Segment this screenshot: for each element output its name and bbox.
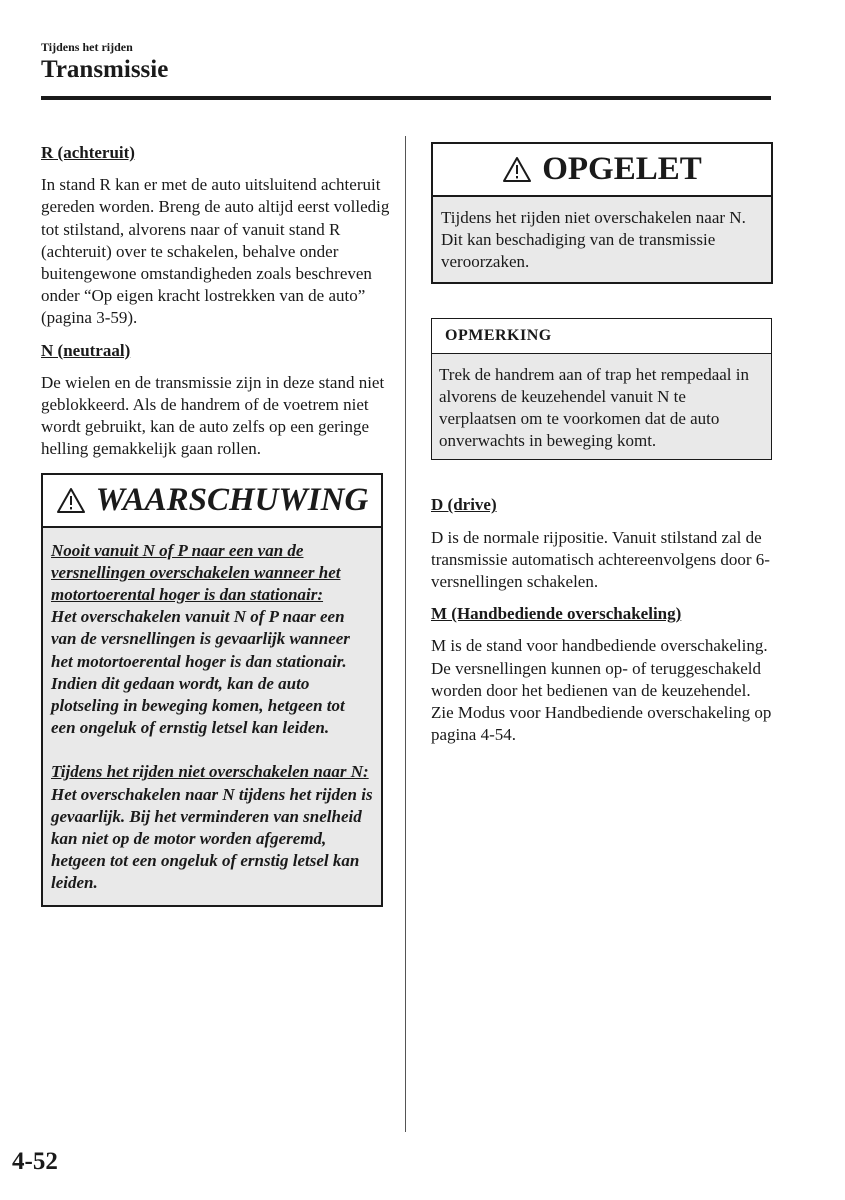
- warning-body: [43, 528, 381, 905]
- right-column: [431, 142, 776, 746]
- left-column: [41, 142, 391, 907]
- neutral-text: De wielen en de transmissie zijn in deze stand niet geblokkeerd. Als de handrem of de voetrem niet wordt gebruikt, kan de auto zelfs op een geringe helling gemakkelijk gaan rollen.: [41, 372, 385, 459]
- warning-item: [51, 540, 373, 740]
- drive-heading: D (drive): [431, 495, 497, 515]
- warning-header: [43, 475, 381, 528]
- warning-item: [51, 761, 373, 894]
- title-rule: [41, 96, 771, 100]
- reverse-heading: R (achteruit): [41, 143, 135, 162]
- page-number: 4-52: [12, 1148, 58, 1175]
- warning-triangle-icon: [56, 487, 86, 514]
- section-label: Tijdens het rijden: [41, 40, 133, 54]
- caution-title: OPGELET: [542, 151, 702, 188]
- neutral-heading: N (neutraal): [41, 340, 131, 360]
- note-text: Trek de handrem aan of trap het rempedaal in alvorens de keuzehendel vanuit N te verplaatsen om te voorkomen dat de auto onverwachts in beweging komt.: [432, 354, 771, 460]
- warning-title: WAARSCHUWING: [95, 482, 369, 519]
- note-title: OPMERKING: [432, 319, 771, 354]
- warning-item-text: Het overschakelen naar N tijdens het rijden is gevaarlijk. Bij het verminderen van snelheid kan niet op de motor worden afgeremd, hetgeen tot een ongeluk of ernstig letsel kan leiden.: [51, 784, 373, 893]
- note-box: [431, 318, 772, 461]
- column-divider: [405, 136, 406, 1132]
- manual-text: M is de stand voor handbediende overschakeling. De versnellingen kunnen op- of teruggeschakeld worden door het bedienen van de keuzehendel. Zie Modus voor Handbediende overschakeling op pagina 4-54.: [431, 636, 772, 745]
- warning-triangle-icon: [502, 156, 532, 183]
- page-title: Transmissie: [41, 56, 169, 83]
- warning-item-heading: Nooit vanuit N of P naar een van de versnellingen overschakelen wanneer het motortoerental hoger is dan stationair:: [51, 540, 341, 605]
- caution-header: [433, 144, 771, 197]
- drive-text: D is de normale rijpositie. Vanuit stilstand zal de transmissie automatisch achtereenvolgens door 6-versnellingen schakelen.: [431, 527, 770, 592]
- manual-heading: M (Handbediende overschakeling): [431, 604, 682, 624]
- caution-text: Tijdens het rijden niet overschakelen naar N. Dit kan beschadiging van de transmissie veroorzaken.: [433, 197, 771, 282]
- warning-item-text: Het overschakelen vanuit N of P naar een van de versnellingen is gevaarlijk wanneer het motortoerental hoger is dan stationair. Indien dit gedaan wordt, kan de auto plotseling in beweging komen, hetgeen tot een ongeluk of ernstig letsel kan leiden.: [51, 607, 350, 738]
- warning-box: [41, 473, 383, 907]
- caution-box: [431, 142, 773, 284]
- warning-item-heading: Tijdens het rijden niet overschakelen naar N:: [51, 762, 369, 782]
- reverse-text: In stand R kan er met de auto uitsluitend achteruit gereden worden. Breng de auto altijd eerst volledig tot stilstand, alvorens naar of vanuit stand R (achteruit) over te schakelen, behalve onder buitengewone omstandigheden zoals beschreven onder “Op eigen kracht lostrekken van de auto” (pagina 3-59).: [41, 175, 390, 328]
- right-sections: [431, 494, 776, 746]
